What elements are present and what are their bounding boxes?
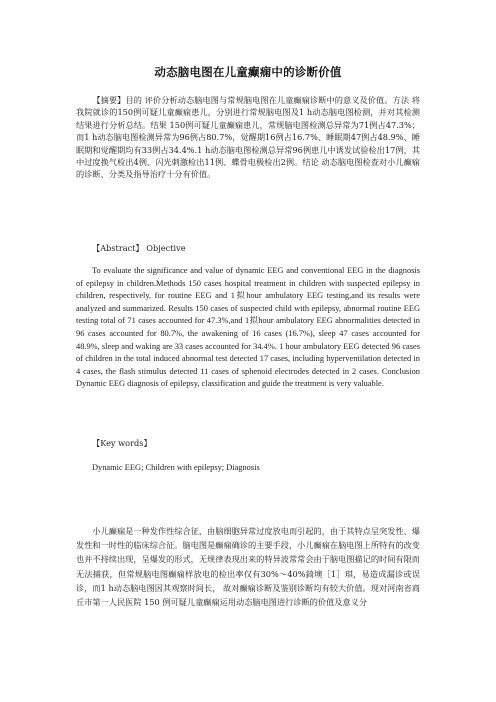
- chinese-abstract-label: 【摘要】: [92, 95, 126, 105]
- document-title: 动态脑电图在儿童癫痫中的诊断价值: [154, 65, 342, 79]
- body-paragraph: 小儿癫痫是一种发作性综合征，由脑细胞异常过度放电而引起的，由于其特点呈突发性、爆发性和一时性的临床综合征。脑电图是癫痫确诊的主要手段，小儿癫痫在脑电图上所特有的改变也并不持续出现，呈爆发的形式，无规律表现出来的特异波常常会由于脑电图描记的时间有限而无法捕获，但常规脑电图癫痫样放电的检出率仅有30%～40%錡墺［1］琪，易造成漏诊或误诊，而1 h动态脑电图因其观察时间长， 故对癫痫诊断及鉴别诊断均有较大价值。现对河南省商丘市第一人民医院 150 例可疑儿童癫痫运用动态脑电图进行诊断的价值及意义分: [76, 526, 420, 608]
- english-abstract: To evaluate the significance and value of dynamic EEG and conventional EEG in the diagnosis of epilepsy in children.Methods 150 cases hospital treatment in children with suspected epilepsy in children, respectively, for routine EEG and 1拟hour ambulatory EEG testing,and its results were analyzed and summarized. Results 150 cases of suspected child with epilepsy, abnormal routine EEG testing total of 71 cases accounted for 47.3%,and 1拟hour ambulatory EEG abnormalities detected in 96 cases accounted for 80.7%, the awakening of 16 cases (16.7%), sleep 47 cases accounted for 48.9%, sleep and waking are 33 cases accounted for 34.4%. 1 hour ambulatory EEG detected 96 cases of children in the total induced abnormal test detected 17 cases, including hyperventilation detected in 4 cases, the flash stimulus detected 11 cases of sphenoid electrodes detected in 2 cases. Conclusion Dynamic EEG diagnosis of epilepsy, classification and guide the treatment is very valuable.: [76, 266, 420, 389]
- keywords-text: Dynamic EEG; Children with epilepsy; Diagnosis: [92, 463, 260, 472]
- chinese-abstract-text: 目的 评价分析动态脑电图与常规脑电图在儿童癫痫诊断中的意义及价值。方法 将我院就诊的150例可疑儿童癫痫患儿，分别进行常规脑电图及1 h动态脑电图检测，并对其检测结果进行分析总结。结果 150例可疑儿童癫痫患儿，常规脑电图检测总异常为71例占47.3%；而1 h动态脑电图检测异常为96例占80.7%，觉醒期16例占16.7%、睡眠期47例占48.9%、睡眠期和觉醒期均有33例占34.4%.1 h动态脑电图检测总异常96例患儿中诱发试验检出17例，其中过度换气检出4例、闪光刺激检出11例、蝶骨电极检出2例。结论 动态脑电图检查对小儿癫痫的诊断、分类及指导治疗十分有价值。: [76, 95, 420, 180]
- english-abstract-label: 【Abstract】 Objective: [92, 243, 186, 253]
- chinese-abstract: [76, 94, 420, 181]
- keywords-label: 【Key words】: [92, 438, 152, 448]
